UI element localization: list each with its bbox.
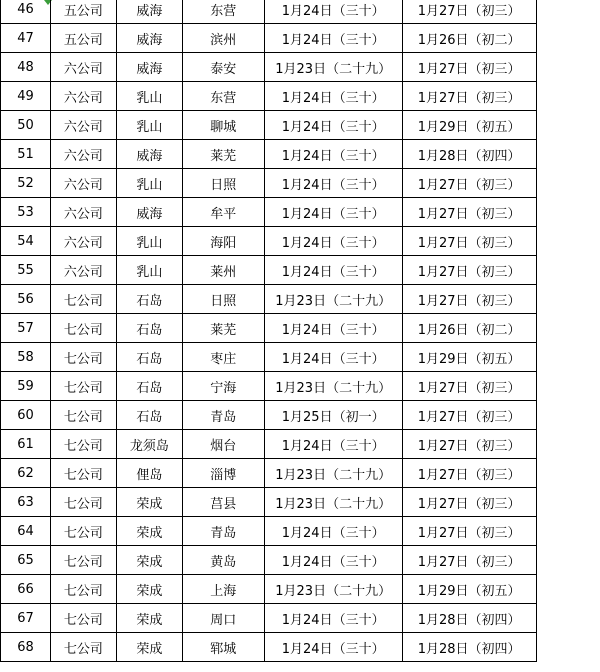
origin-cell[interactable]: 威海 (116, 24, 182, 53)
destination-cell[interactable]: 上海 (182, 575, 264, 604)
company-cell[interactable]: 六公司 (50, 169, 116, 198)
table-row (1, 82, 600, 111)
departure-date-cell[interactable]: 1月24日（三十） (264, 517, 402, 546)
destination-cell[interactable]: 东营 (182, 0, 264, 24)
destination-cell[interactable]: 枣庄 (182, 343, 264, 372)
departure-date-cell[interactable]: 1月23日（二十九） (264, 459, 402, 488)
return-date-cell[interactable]: 1月27日（初三） (402, 459, 536, 488)
row-number-cell[interactable]: 53 (1, 198, 51, 227)
return-date-cell[interactable]: 1月27日（初三） (402, 53, 536, 82)
return-date-cell[interactable]: 1月27日（初三） (402, 256, 536, 285)
departure-date-cell[interactable]: 1月24日（三十） (264, 140, 402, 169)
company-cell[interactable]: 七公司 (50, 343, 116, 372)
departure-date-cell[interactable]: 1月24日（三十） (264, 343, 402, 372)
row-number-cell[interactable]: 57 (1, 314, 51, 343)
return-date-cell[interactable]: 1月27日（初三） (402, 517, 536, 546)
row-number-cell[interactable]: 51 (1, 140, 51, 169)
origin-cell[interactable]: 荣成 (116, 633, 182, 662)
company-cell[interactable]: 七公司 (50, 401, 116, 430)
row-number-cell[interactable]: 61 (1, 430, 51, 459)
company-cell[interactable]: 七公司 (50, 285, 116, 314)
origin-cell[interactable]: 乳山 (116, 169, 182, 198)
departure-date-cell[interactable]: 1月23日（二十九） (264, 285, 402, 314)
origin-cell[interactable]: 乳山 (116, 227, 182, 256)
origin-cell[interactable]: 荣成 (116, 517, 182, 546)
empty-cell[interactable] (536, 575, 600, 604)
return-date-cell[interactable]: 1月28日（初四） (402, 140, 536, 169)
table-row (1, 459, 600, 488)
table-row (1, 285, 600, 314)
company-cell[interactable]: 七公司 (50, 575, 116, 604)
row-number-cell[interactable]: 56 (1, 285, 51, 314)
company-cell[interactable]: 七公司 (50, 430, 116, 459)
origin-cell[interactable]: 石岛 (116, 372, 182, 401)
empty-cell[interactable] (536, 256, 600, 285)
destination-cell[interactable]: 淄博 (182, 459, 264, 488)
destination-cell[interactable]: 黄岛 (182, 546, 264, 575)
departure-date-cell[interactable]: 1月23日（二十九） (264, 372, 402, 401)
destination-cell[interactable]: 莱芜 (182, 140, 264, 169)
departure-date-cell[interactable]: 1月23日（二十九） (264, 53, 402, 82)
return-date-cell[interactable]: 1月29日（初五） (402, 111, 536, 140)
empty-cell[interactable] (536, 517, 600, 546)
empty-cell[interactable] (536, 198, 600, 227)
table-row (1, 140, 600, 169)
return-date-cell[interactable]: 1月26日（初二） (402, 314, 536, 343)
origin-cell[interactable]: 石岛 (116, 401, 182, 430)
destination-cell[interactable]: 周口 (182, 604, 264, 633)
table-row (1, 488, 600, 517)
table-row (1, 0, 600, 24)
return-date-cell[interactable]: 1月28日（初四） (402, 604, 536, 633)
return-date-cell[interactable]: 1月27日（初三） (402, 82, 536, 111)
table-row (1, 314, 600, 343)
return-date-cell[interactable]: 1月27日（初三） (402, 372, 536, 401)
company-cell[interactable]: 七公司 (50, 372, 116, 401)
table-row (1, 633, 600, 662)
table-row (1, 343, 600, 372)
origin-cell[interactable]: 乳山 (116, 111, 182, 140)
empty-cell[interactable] (536, 169, 600, 198)
company-cell[interactable]: 六公司 (50, 53, 116, 82)
company-cell[interactable]: 七公司 (50, 604, 116, 633)
row-number-cell[interactable]: 66 (1, 575, 51, 604)
table-row (1, 546, 600, 575)
company-cell[interactable]: 七公司 (50, 459, 116, 488)
origin-cell[interactable]: 荣成 (116, 488, 182, 517)
row-number-cell[interactable]: 55 (1, 256, 51, 285)
empty-cell[interactable] (536, 24, 600, 53)
origin-cell[interactable]: 荣成 (116, 546, 182, 575)
departure-date-cell[interactable]: 1月24日（三十） (264, 111, 402, 140)
origin-cell[interactable]: 威海 (116, 0, 182, 24)
origin-cell[interactable]: 石岛 (116, 343, 182, 372)
destination-cell[interactable]: 青岛 (182, 401, 264, 430)
empty-cell[interactable] (536, 140, 600, 169)
return-date-cell[interactable]: 1月27日（初三） (402, 0, 536, 24)
return-date-cell[interactable]: 1月27日（初三） (402, 546, 536, 575)
company-cell[interactable]: 六公司 (50, 140, 116, 169)
company-cell[interactable]: 七公司 (50, 517, 116, 546)
departure-date-cell[interactable]: 1月23日（二十九） (264, 575, 402, 604)
row-number-cell[interactable]: 54 (1, 227, 51, 256)
table-row (1, 24, 600, 53)
empty-cell[interactable] (536, 111, 600, 140)
row-number-cell[interactable]: 52 (1, 169, 51, 198)
empty-cell[interactable] (536, 53, 600, 82)
row-number-cell[interactable]: 46 (1, 0, 51, 24)
table-row (1, 227, 600, 256)
origin-cell[interactable]: 威海 (116, 53, 182, 82)
destination-cell[interactable]: 海阳 (182, 227, 264, 256)
origin-cell[interactable]: 荣成 (116, 604, 182, 633)
destination-cell[interactable]: 东营 (182, 82, 264, 111)
origin-cell[interactable]: 荣成 (116, 575, 182, 604)
company-cell[interactable]: 五公司 (50, 24, 116, 53)
empty-cell[interactable] (536, 459, 600, 488)
destination-cell[interactable]: 泰安 (182, 53, 264, 82)
destination-cell[interactable]: 烟台 (182, 430, 264, 459)
return-date-cell[interactable]: 1月27日（初三） (402, 169, 536, 198)
departure-date-cell[interactable]: 1月24日（三十） (264, 633, 402, 662)
origin-cell[interactable]: 石岛 (116, 285, 182, 314)
departure-date-cell[interactable]: 1月25日（初一） (264, 401, 402, 430)
destination-cell[interactable]: 青岛 (182, 517, 264, 546)
company-cell[interactable]: 七公司 (50, 546, 116, 575)
destination-cell[interactable]: 莒县 (182, 488, 264, 517)
table-row (1, 256, 600, 285)
company-cell[interactable]: 七公司 (50, 633, 116, 662)
destination-cell[interactable]: 日照 (182, 169, 264, 198)
empty-cell[interactable] (536, 314, 600, 343)
empty-cell[interactable] (536, 633, 600, 662)
table-row (1, 372, 600, 401)
row-number-cell[interactable]: 67 (1, 604, 51, 633)
departure-date-cell[interactable]: 1月24日（三十） (264, 256, 402, 285)
origin-cell[interactable]: 俚岛 (116, 459, 182, 488)
destination-cell[interactable]: 日照 (182, 285, 264, 314)
return-date-cell[interactable]: 1月27日（初三） (402, 401, 536, 430)
company-cell[interactable]: 六公司 (50, 111, 116, 140)
company-cell[interactable]: 七公司 (50, 488, 116, 517)
company-cell[interactable]: 六公司 (50, 227, 116, 256)
return-date-cell[interactable]: 1月27日（初三） (402, 488, 536, 517)
row-number-cell[interactable]: 68 (1, 633, 51, 662)
empty-cell[interactable] (536, 430, 600, 459)
departure-date-cell[interactable]: 1月24日（三十） (264, 604, 402, 633)
empty-cell[interactable] (536, 82, 600, 111)
destination-cell[interactable]: 莱州 (182, 256, 264, 285)
table-row (1, 169, 600, 198)
company-cell[interactable]: 六公司 (50, 256, 116, 285)
empty-cell[interactable] (536, 401, 600, 430)
row-number-cell[interactable]: 48 (1, 53, 51, 82)
return-date-cell[interactable]: 1月27日（初三） (402, 198, 536, 227)
empty-cell[interactable] (536, 343, 600, 372)
table-row (1, 111, 600, 140)
company-cell[interactable]: 七公司 (50, 314, 116, 343)
empty-cell[interactable] (536, 0, 600, 24)
empty-cell[interactable] (536, 372, 600, 401)
return-date-cell[interactable]: 1月27日（初三） (402, 227, 536, 256)
destination-cell[interactable]: 牟平 (182, 198, 264, 227)
table-row (1, 604, 600, 633)
table-row (1, 198, 600, 227)
row-number-cell[interactable]: 50 (1, 111, 51, 140)
row-number-cell[interactable]: 49 (1, 82, 51, 111)
departure-date-cell[interactable]: 1月24日（三十） (264, 198, 402, 227)
destination-cell[interactable]: 郓城 (182, 633, 264, 662)
row-number-cell[interactable]: 64 (1, 517, 51, 546)
departure-date-cell[interactable]: 1月24日（三十） (264, 314, 402, 343)
return-date-cell[interactable]: 1月29日（初五） (402, 575, 536, 604)
row-number-cell[interactable]: 65 (1, 546, 51, 575)
departure-date-cell[interactable]: 1月24日（三十） (264, 169, 402, 198)
destination-cell[interactable]: 莱芜 (182, 314, 264, 343)
row-number-cell[interactable]: 62 (1, 459, 51, 488)
return-date-cell[interactable]: 1月26日（初二） (402, 24, 536, 53)
return-date-cell[interactable]: 1月27日（初三） (402, 430, 536, 459)
departure-date-cell[interactable]: 1月24日（三十） (264, 24, 402, 53)
table-row (1, 430, 600, 459)
origin-cell[interactable]: 龙须岛 (116, 430, 182, 459)
company-cell[interactable]: 六公司 (50, 198, 116, 227)
empty-cell[interactable] (536, 285, 600, 314)
departure-date-cell[interactable]: 1月24日（三十） (264, 546, 402, 575)
company-cell[interactable]: 五公司 (50, 0, 116, 24)
departure-date-cell[interactable]: 1月24日（三十） (264, 0, 402, 24)
table-row (1, 517, 600, 546)
table-row (1, 53, 600, 82)
row-number-cell[interactable]: 59 (1, 372, 51, 401)
table-row (1, 575, 600, 604)
empty-cell[interactable] (536, 604, 600, 633)
destination-cell[interactable]: 滨州 (182, 24, 264, 53)
row-number-cell[interactable]: 60 (1, 401, 51, 430)
row-number-cell[interactable]: 47 (1, 24, 51, 53)
table-row (1, 401, 600, 430)
empty-cell[interactable] (536, 546, 600, 575)
return-date-cell[interactable]: 1月28日（初四） (402, 633, 536, 662)
departure-date-cell[interactable]: 1月23日（二十九） (264, 488, 402, 517)
origin-cell[interactable]: 乳山 (116, 82, 182, 111)
departure-date-cell[interactable]: 1月24日（三十） (264, 430, 402, 459)
departure-date-cell[interactable]: 1月24日（三十） (264, 82, 402, 111)
origin-cell[interactable]: 乳山 (116, 256, 182, 285)
origin-cell[interactable]: 威海 (116, 140, 182, 169)
empty-cell[interactable] (536, 227, 600, 256)
row-number-cell[interactable]: 58 (1, 343, 51, 372)
schedule-table-body (1, 0, 600, 662)
destination-cell[interactable]: 聊城 (182, 111, 264, 140)
row-number-cell[interactable]: 63 (1, 488, 51, 517)
company-cell[interactable]: 六公司 (50, 82, 116, 111)
empty-cell[interactable] (536, 488, 600, 517)
destination-cell[interactable]: 宁海 (182, 372, 264, 401)
return-date-cell[interactable]: 1月27日（初三） (402, 285, 536, 314)
origin-cell[interactable]: 石岛 (116, 314, 182, 343)
return-date-cell[interactable]: 1月29日（初五） (402, 343, 536, 372)
departure-date-cell[interactable]: 1月24日（三十） (264, 227, 402, 256)
origin-cell[interactable]: 威海 (116, 198, 182, 227)
